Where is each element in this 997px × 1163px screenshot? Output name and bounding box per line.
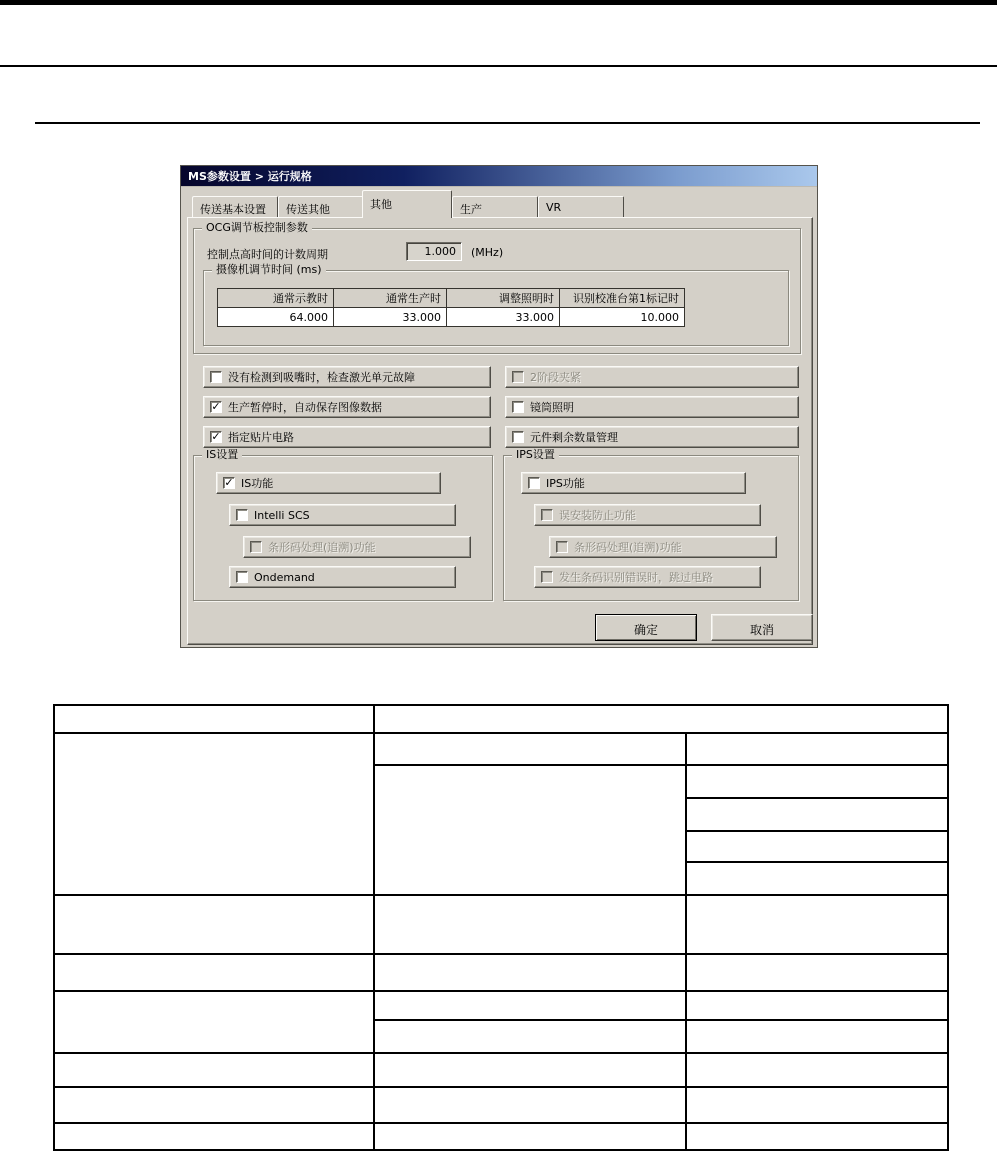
table-cell [374, 1087, 686, 1123]
checkbox-2stage-clamp[interactable] [505, 366, 799, 388]
table-cell [686, 733, 948, 765]
checkbox-label: 条形码处理(追溯)功能 [574, 541, 682, 554]
tab-transfer-other[interactable] [278, 196, 364, 218]
checkbox-icon [556, 541, 568, 553]
table-cell [54, 895, 374, 954]
tab-label: 传送基本设置 [200, 203, 266, 216]
table-cell [374, 954, 686, 991]
tab-production[interactable] [452, 196, 538, 218]
checkbox-label: 元件剩余数量管理 [530, 431, 618, 444]
checkbox-label: 生产暂停时，自动保存图像数据 [228, 401, 382, 414]
grid-value[interactable]: 64.000 [218, 308, 334, 327]
checkbox-icon [512, 401, 524, 413]
checkbox-lens-light[interactable] [505, 396, 799, 418]
ms-parameter-dialog [180, 165, 818, 648]
checkbox-label: 误安装防止功能 [559, 509, 636, 522]
table-cell [54, 1053, 374, 1087]
table-cell [686, 798, 948, 831]
checkbox-label: Ondemand [254, 570, 315, 584]
parameter-reference-table [53, 704, 949, 1151]
sub-header-rule [35, 122, 980, 124]
checkbox-is-function[interactable] [216, 472, 441, 494]
checkbox-label: 发生条码识别错误时，跳过电路 [559, 571, 713, 584]
ips-group-title: IPS设置 [512, 448, 559, 462]
checkbox-specify-circuit[interactable] [203, 426, 491, 448]
checkbox-icon [250, 541, 262, 553]
tab-label: VR [546, 201, 562, 214]
count-cycle-label: 控制点高时间的计数周期 [207, 248, 328, 261]
table-cell [686, 1020, 948, 1053]
checkbox-icon [223, 477, 235, 489]
table-cell [374, 733, 686, 765]
checkbox-icon [528, 477, 540, 489]
tab-label: 其他 [370, 198, 392, 211]
camera-group-title: 摄像机调节时间 (ms) [212, 263, 326, 277]
cancel-button-label: 取消 [749, 623, 774, 637]
table-cell [54, 1087, 374, 1123]
table-cell [54, 733, 374, 895]
checkbox-nozzle-laser-check[interactable] [203, 366, 491, 388]
checkbox-mismount-prevention[interactable] [534, 504, 761, 526]
table-cell [54, 1123, 374, 1150]
tab-transfer-basic[interactable] [192, 196, 278, 218]
header-rule [0, 65, 997, 67]
is-group-title: IS设置 [202, 448, 242, 462]
checkbox-label: 条形码处理(追溯)功能 [268, 541, 376, 554]
checkbox-label: 没有检测到吸嘴时，检查激光单元故障 [228, 371, 415, 384]
camera-time-grid [217, 288, 685, 327]
ok-button[interactable] [595, 614, 697, 641]
grid-header: 通常示教时 [218, 289, 334, 308]
checkbox-icon [512, 431, 524, 443]
table-cell [54, 705, 374, 733]
grid-value[interactable]: 33.000 [447, 308, 560, 327]
grid-header: 调整照明时 [447, 289, 560, 308]
grid-header: 通常生产时 [334, 289, 447, 308]
count-cycle-input[interactable] [406, 242, 462, 261]
checkbox-icon [236, 509, 248, 521]
table-cell [374, 705, 948, 733]
table-cell [374, 895, 686, 954]
table-cell [54, 991, 374, 1053]
grid-value[interactable]: 10.000 [560, 308, 685, 327]
checkbox-label: 2阶段夹紧 [530, 371, 581, 384]
checkbox-ips-function[interactable] [521, 472, 746, 494]
checkbox-ips-barcode-trace[interactable] [549, 536, 777, 558]
table-cell [686, 991, 948, 1020]
checkbox-skip-circuit-on-barcode-error[interactable] [534, 566, 761, 588]
checkbox-label: 镜筒照明 [530, 401, 574, 414]
checkbox-icon [541, 509, 553, 521]
ocg-group-title: OCG调节板控制参数 [202, 221, 312, 235]
checkbox-intelli-scs[interactable] [229, 504, 456, 526]
checkbox-label: Intelli SCS [254, 508, 310, 522]
table-cell [374, 1053, 686, 1087]
checkbox-is-barcode-trace[interactable] [243, 536, 471, 558]
table-cell [54, 954, 374, 991]
table-cell [686, 1123, 948, 1150]
page-top-bar [0, 0, 997, 5]
table-cell [686, 1087, 948, 1123]
checkbox-remaining-parts[interactable] [505, 426, 799, 448]
tab-other[interactable] [362, 190, 452, 218]
checkbox-ondemand[interactable] [229, 566, 456, 588]
grid-header: 识别校准台第1标记时 [560, 289, 685, 308]
checkbox-icon [512, 371, 524, 383]
table-cell [686, 831, 948, 862]
checkbox-icon [210, 371, 222, 383]
tab-vr[interactable] [538, 196, 624, 218]
table-cell [374, 765, 686, 895]
table-cell [686, 862, 948, 895]
checkbox-label: IS功能 [241, 477, 274, 490]
dialog-title-bar[interactable] [181, 166, 817, 187]
tab-label: 生产 [460, 203, 482, 216]
table-cell [686, 895, 948, 954]
checkbox-icon [236, 571, 248, 583]
ok-button-label: 确定 [633, 623, 658, 637]
tab-label: 传送其他 [286, 203, 330, 216]
cancel-button[interactable] [711, 614, 813, 641]
count-cycle-value: 1.000 [424, 245, 456, 258]
table-cell [374, 991, 686, 1020]
checkbox-label: 指定贴片电路 [228, 431, 294, 444]
grid-value[interactable]: 33.000 [334, 308, 447, 327]
checkbox-icon [210, 431, 222, 443]
dialog-title: MS参数设置 > 运行规格 [188, 170, 312, 183]
count-cycle-unit: (MHz) [471, 246, 504, 259]
table-cell [686, 1053, 948, 1087]
checkbox-label: IPS功能 [546, 477, 585, 490]
checkbox-icon [541, 571, 553, 583]
table-cell [686, 765, 948, 798]
checkbox-autosave-image[interactable] [203, 396, 491, 418]
checkbox-icon [210, 401, 222, 413]
table-cell [686, 954, 948, 991]
table-cell [374, 1123, 686, 1150]
table-cell [374, 1020, 686, 1053]
